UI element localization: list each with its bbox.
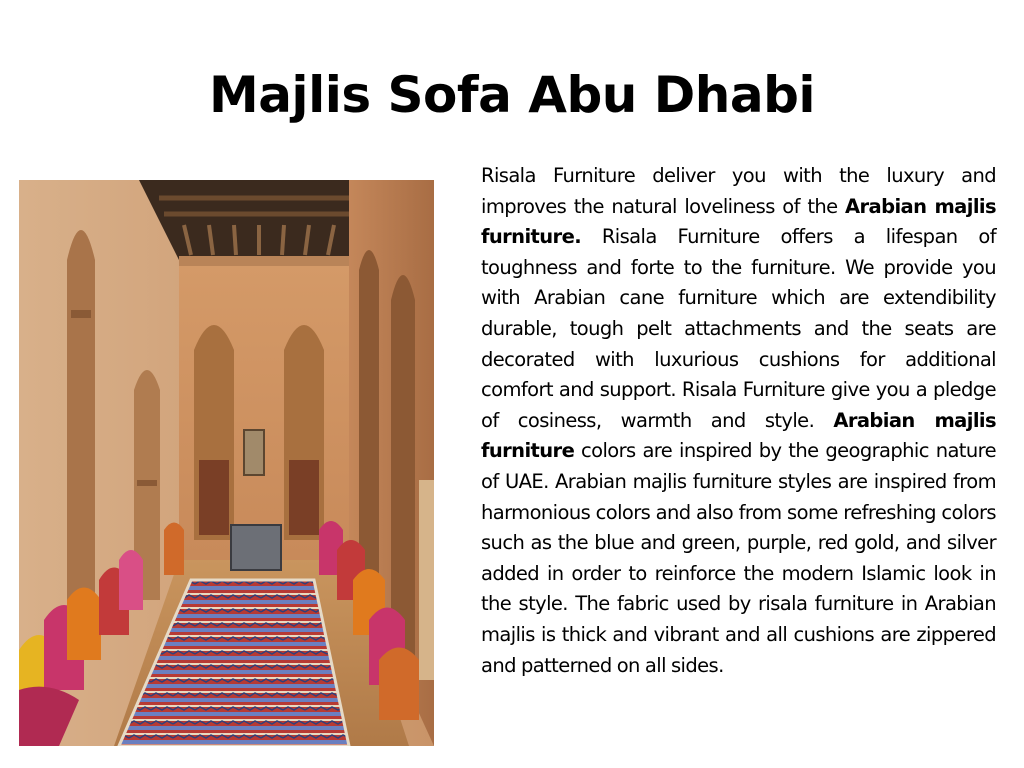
wooden-chest bbox=[231, 525, 281, 570]
slide-title: Majlis Sofa Abu Dhabi bbox=[208, 66, 816, 124]
majlis-room-photo bbox=[19, 180, 434, 746]
paragraph-segment: Risala Furniture deliver you with the luxury and improves the natural loveliness of the bbox=[481, 164, 996, 218]
left-arch-niche bbox=[67, 230, 95, 610]
majlis-room-illustration bbox=[19, 180, 434, 746]
paragraph-bold-segment: Arabian majlis furniture. bbox=[481, 194, 996, 249]
description-paragraph bbox=[481, 161, 996, 681]
paragraph-segment: colors are inspired by the geographic nature of UAE. Arabian majlis furniture styles are inspired from harmonious colors and also from some refreshing colors such as the blue and green, purple, red gold, and silver added in order to reinforce the modern Islamic look in the style. The fabric used by risala furniture in Arabian majlis is thick and vibrant and all cushions are zippered and patterned on all sides. bbox=[481, 439, 996, 677]
paragraph-segment: Risala Furniture offers a lifespan of toughness and forte to the furniture. We provide you with Arabian cane furniture which are extendibility durable, tough pelt attachments and the seats are decorated with luxurious cushions for additional comfort and support. Risala Furniture give you a pledge of cosiness, warmth and style. bbox=[481, 225, 996, 432]
paragraph-bold-segment: Arabian majlis furniture bbox=[481, 408, 997, 463]
